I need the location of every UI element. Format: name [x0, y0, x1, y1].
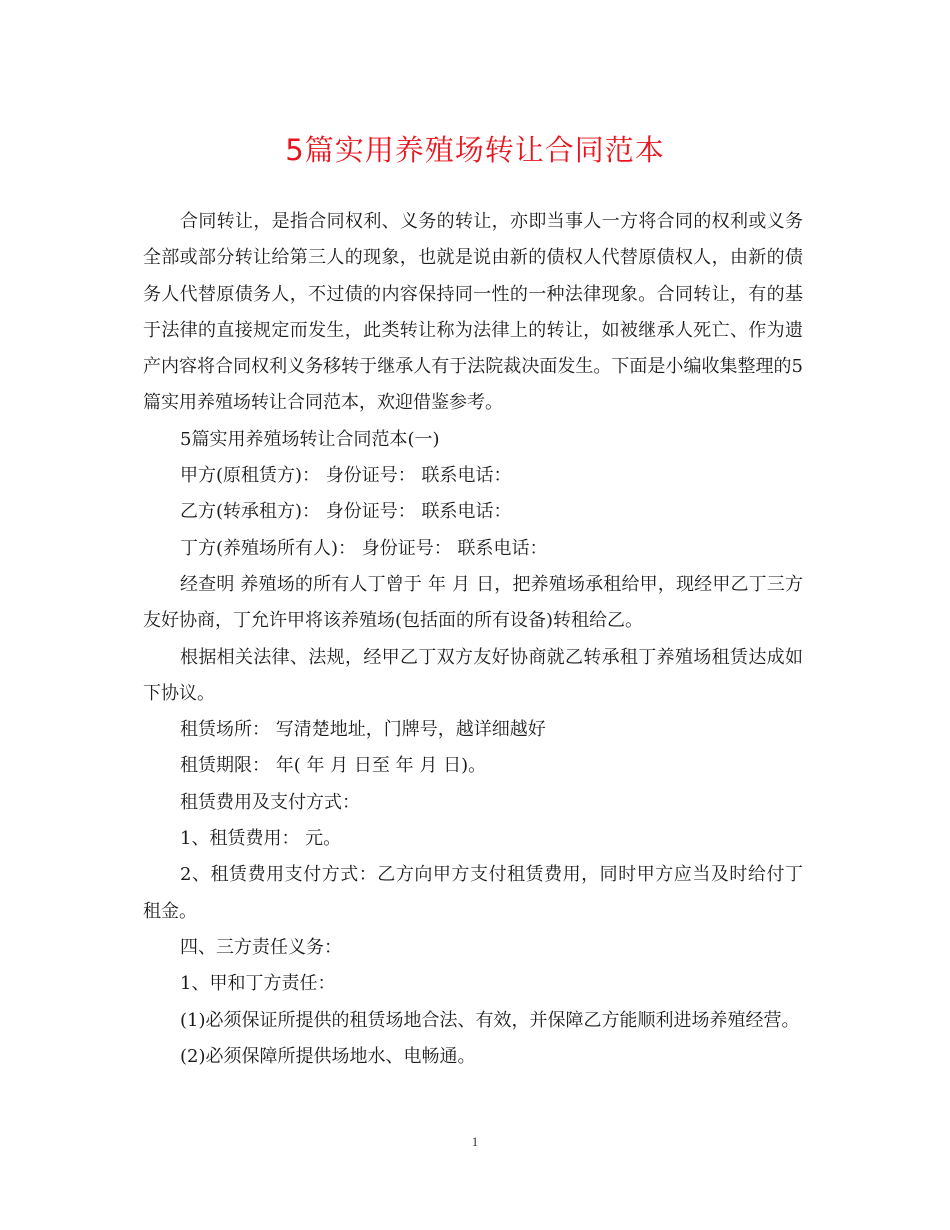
- paragraph-party-b: 乙方(转承租方)： 身份证号： 联系电话：: [180, 501, 512, 523]
- paragraph-lease-term: 租赁期限： 年( 年 月 日至 年 月 日)。: [180, 755, 487, 777]
- paragraph-fee-amount: 1、租赁费用： 元。: [180, 828, 342, 850]
- paragraph-section-heading: 5篇实用养殖场转让合同范本(一): [180, 428, 440, 450]
- document-title: 5篇实用养殖场转让合同范本: [285, 133, 665, 167]
- paragraph-intro: 合同转让，是指合同权利、义务的转让，亦即当事人一方将合同的权利或义务全部或部分转让给第三人的现象，也就是说由新的债权人代替原债权人，由新的债务人代替原债务人，不过债的内容保持同一性的一种法律现象。合同转让，有的基于法律的直接规定而发生，此类转让称为法律上的转让，如被继承人死亡、作为遗产内容将合同权利义务移转于继承人有于法院裁决面发生。下面是小编收集整理的5篇实用养殖场转让合同范本，欢迎借鉴参考。: [143, 211, 803, 414]
- paragraph-duties-sub: 1、甲和丁方责任：: [180, 973, 336, 995]
- paragraph-duties-heading: 四、三方责任义务：: [180, 936, 342, 958]
- paragraph-duty-2: (2)必须保障所提供场地水、电畅通。: [180, 1045, 476, 1067]
- paragraph-lease-location: 租赁场所： 写清楚地址，门牌号，越详细越好: [180, 719, 546, 741]
- page-number: 1: [471, 1134, 479, 1149]
- document-body: [143, 204, 803, 1075]
- paragraph-party-a: 甲方(原租赁方)： 身份证号： 联系电话：: [180, 465, 512, 487]
- paragraph-background: 经查明 养殖场的所有人丁曾于 年 月 日，把养殖场承租给甲，现经甲乙丁三方友好协商，丁允许甲将该养殖场(包括面的所有设备)转租给乙。: [143, 573, 803, 632]
- paragraph-fee-heading: 租赁费用及支付方式：: [180, 791, 360, 813]
- paragraph-duty-1: (1)必须保证所提供的租赁场地合法、有效，并保障乙方能顺利进场养殖经营。: [180, 1009, 800, 1031]
- paragraph-fee-payment: 2、租赁费用支付方式：乙方向甲方支付租赁费用，同时甲方应当及时给付丁租金。: [143, 864, 803, 922]
- paragraph-party-d: 丁方(养殖场所有人)： 身份证号： 联系电话：: [180, 537, 548, 559]
- paragraph-agreement: 根据相关法律、法规，经甲乙丁双方友好协商就乙转承租丁养殖场租赁达成如下协议。: [143, 646, 803, 704]
